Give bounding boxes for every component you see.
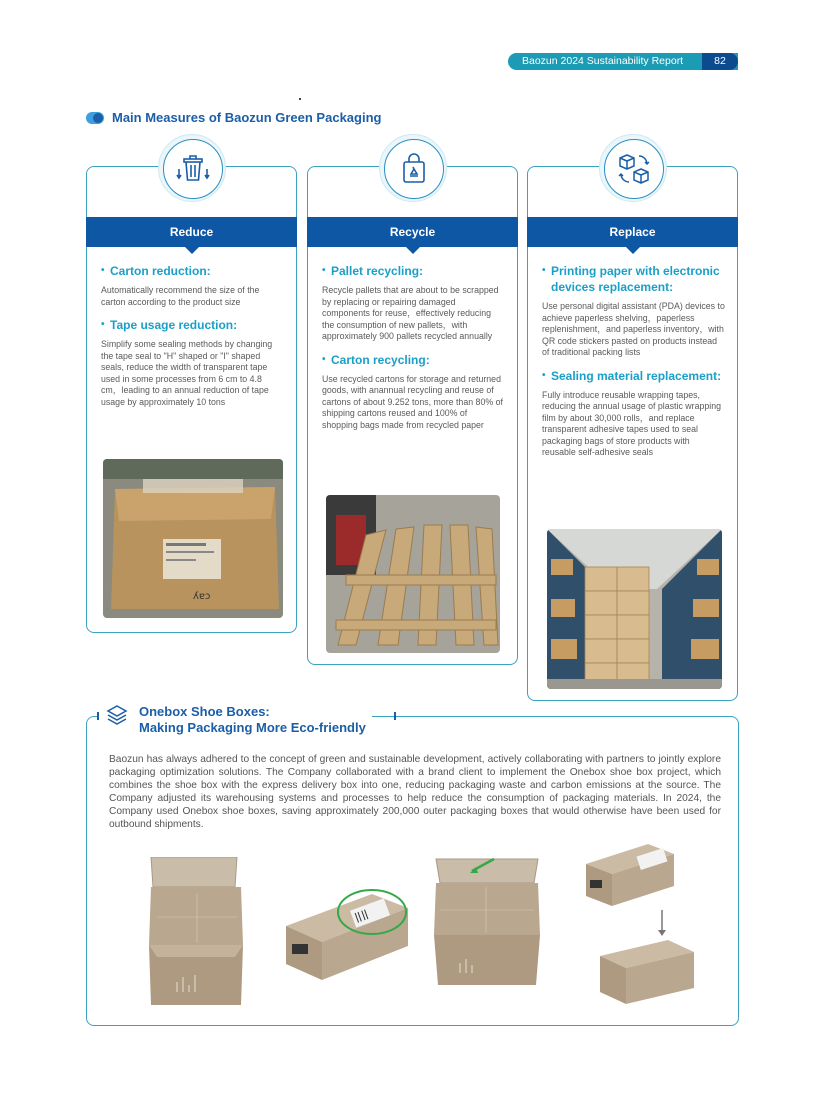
item-heading: • Carton reduction: <box>101 263 284 279</box>
section-title-text: Main Measures of Baozun Green Packaging <box>112 110 382 125</box>
card-label: Reduce <box>86 217 297 247</box>
onebox-title-line1: Onebox Shoe Boxes: <box>139 704 270 719</box>
recycle-bag-icon <box>397 152 431 186</box>
onebox-paragraph: Baozun has always adhered to the concept of green and sustainable development, actively collaborating with partners to jointly explore packaging optimization solutions. The Company collaborated with a brand client to implement the Onebox shoe box project, which combines the shoe box with the express delivery box into one, reducing packaging waste and carbon emissions at the source. The Company adjusted its warehousing systems and processes to help reduce the consumption of packaging materials. In 2024, the Company used Onebox shoe boxes, saving approximately 200,000 outer packaging boxes that would otherwise have been used for outbound shipments. <box>109 754 721 830</box>
item-heading: • Tape usage reduction: <box>101 317 284 333</box>
item-heading: • Sealing material replacement: <box>542 368 725 384</box>
report-header <box>508 53 738 70</box>
recycle-bin-icon <box>175 151 211 187</box>
pallet-photo <box>326 495 500 653</box>
item-heading: • Printing paper with electronic devices replacement: <box>542 263 725 295</box>
box-exchange-icon <box>615 150 653 188</box>
icon-circle <box>158 134 226 202</box>
item-heading: • Pallet recycling: <box>322 263 505 279</box>
section-title <box>86 110 381 125</box>
onebox-heading <box>99 704 372 736</box>
svg-text:ʎɐɔ: ʎɐɔ <box>193 591 211 602</box>
item-heading: • Carton recycling: <box>322 352 505 368</box>
item-text: Fully introduce reusable wrapping tapes, reducing the annual usage of plastic wrapping film by about 30,000 rolls，and replace transparent adhesive tapes used to seal packaging bags of store products with reusable self-adhesive seals <box>542 389 721 457</box>
stray-dot <box>299 98 301 100</box>
onebox-title-line2: Making Packaging More Eco-friendly <box>139 720 366 735</box>
panel-tick-right <box>394 712 396 720</box>
item-text: Automatically recommend the size of the carton according to the product size <box>101 285 260 307</box>
layers-icon <box>105 704 129 726</box>
card-label: Replace <box>527 217 738 247</box>
open-shoebox-illustration <box>147 857 245 1015</box>
icon-circle <box>379 134 447 202</box>
item-text: Recycle pallets that are about to be scrapped by replacing or repairing damaged components for reuse，effectively reducing the consumption of new pallets，with approximately 900 pallets recycled annually <box>322 285 499 341</box>
warehouse-photo <box>547 529 722 689</box>
replace-card <box>527 166 738 701</box>
section-bullet-icon <box>86 112 104 124</box>
closed-shoebox-label-illustration <box>282 886 412 986</box>
carton-photo <box>103 459 283 618</box>
report-title: Baozun 2024 Sustainability Report <box>522 55 684 67</box>
shoebox-tear-strip-illustration <box>430 855 542 990</box>
shoebox-before-after-illustration <box>582 840 697 1020</box>
recycle-card <box>307 166 518 665</box>
item-text: Use recycled cartons for storage and returned goods, with anannual recycling and reuse of cartons of about 9.252 tons, more than 80% of shipping cartons reused and 100% of shopping bags made from recycled paper <box>322 373 503 430</box>
reduce-card <box>86 166 297 633</box>
item-text: Use personal digital assistant (PDA) devices to achieve paperless shelving，paperless replenishment，and paperless inventory，with QR code stickers pasted on products instead of traditional packing lists <box>542 301 725 357</box>
icon-circle <box>599 134 667 202</box>
card-label: Recycle <box>307 217 518 247</box>
item-text: Simplify some sealing methods by changing the tape seal to "H" shaped or "I" shaped seals, reduce the width of transparent tape used in some processes from 6 cm to 4.8 cm，leading to an annual reduction of tape usage by approximately 10 tons <box>101 339 273 407</box>
page-number: 82 <box>702 53 738 70</box>
